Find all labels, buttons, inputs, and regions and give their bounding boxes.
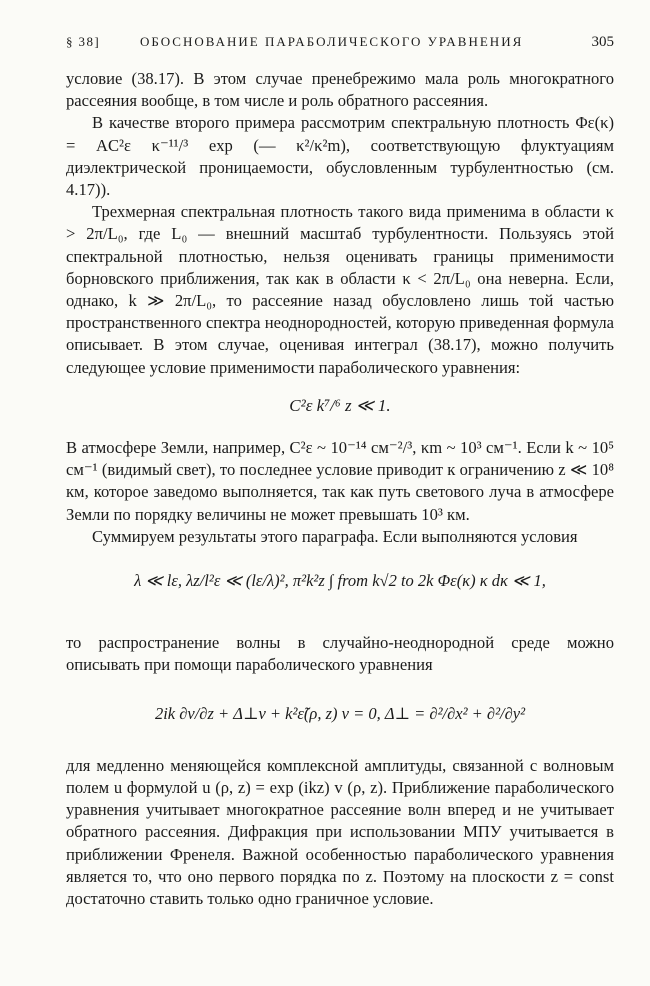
- running-title: ОБОСНОВАНИЕ ПАРАБОЛИЧЕСКОГО УРАВНЕНИЯ: [140, 34, 524, 49]
- page-number: 305: [591, 34, 614, 50]
- paragraph-7: для медленно меняющейся комплексной амплитуды, связанной с волновым полем u формулой u (ρ, z) = exp (ikz) v (ρ, z). Приближение параболического уравнения учитывает многократное рассеяние волн вперед и не учитывает обратного рассеяния. Дифракция при использовании МПУ учитывается в приближении Френеля. Важной особенностью параболического уравнения является то, что оно первого порядка по z. Поэтому на плоскости z = const достаточно ставить только одно граничное условие.: [66, 755, 614, 909]
- running-header: [66, 28, 614, 52]
- paragraph-5: Суммируем результаты этого параграфа. Если выполняются условия: [92, 526, 578, 546]
- section-marker: § 38]: [66, 34, 101, 49]
- formula-parabolic-equation: 2ik ∂v/∂z + Δ⊥v + k²ε̃(ρ, z) v = 0, Δ⊥ = ∂²/∂x² + ∂²/∂y²: [154, 703, 526, 723]
- paragraph-4: В атмосфере Земли, например, C²ε ~ 10⁻¹⁴ см⁻²/³, κm ~ 10³ см⁻¹. Если k ~ 10⁵ см⁻¹ (видимый свет), то последнее условие приводит к ограничению z ≪ 10⁸ км, которое заведомо выполняется, так как путь светового луча в атмосфере Земли по порядку величины не может превышать 10³ км.: [66, 438, 614, 524]
- paragraph-1: условие (38.17). В этом случае пренебрежимо мала роль многократного рассеяния вообще, в том числе и роль обратного рассеяния.: [66, 69, 614, 111]
- paragraph-6: то распространение волны в случайно-неоднородной среде можно описывать при помощи параболического уравнения: [66, 633, 614, 675]
- paragraph-2: В качестве второго примера рассмотрим спектральную плотность Φε(κ) = AC²ε κ⁻¹¹/³ exp (— κ²/κ²m), соответствующую флуктуациям диэлектрической проницаемости, обусловленным турбулентностью (см. 4.17)).: [66, 113, 614, 200]
- paragraph-3: Трехмерная спектральная плотность такого вида применима в области κ > 2π/L₀, где L₀ — внешний масштаб турбулентности. Пользуясь этой спектральной плотностью, нельзя оценивать границы применимости борновского приближения, так как в области κ < 2π/L₀ она неверна. Если, однако, k ≫ 2π/L₀, то рассеяние назад обусловлено лишь той частью пространственного спектра неоднородностей, которую приведенная формула описывает. В этом случае, оценивая интеграл (38.17), можно получить следующее условие применимости параболического уравнения:: [66, 202, 614, 377]
- page-body: [66, 68, 614, 910]
- formula-condition: C²ε k⁷/⁶ z ≪ 1.: [289, 395, 391, 415]
- formula-conditions: λ ≪ lε, λz/l²ε ≪ (lε/λ)², π²k²z ∫ from k√2 to 2k Φε(κ) κ dκ ≪ 1,: [134, 571, 546, 591]
